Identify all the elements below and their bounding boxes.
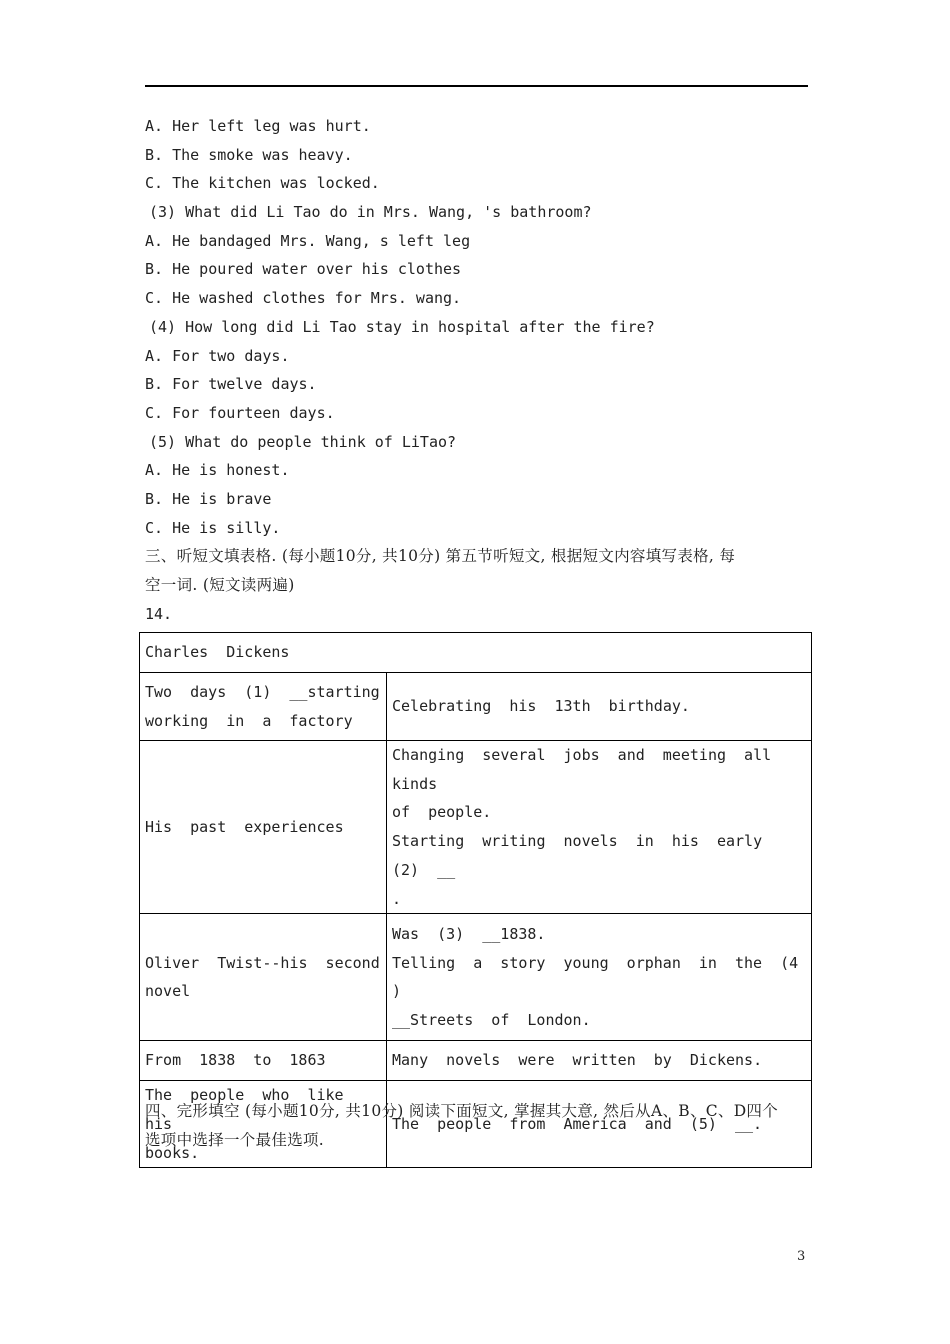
dickens-table xyxy=(139,632,812,1168)
table-row xyxy=(140,914,812,1041)
table-row xyxy=(140,741,812,914)
table-row xyxy=(140,673,812,741)
option-line: B. He is brave xyxy=(145,489,272,508)
option-line: A. Her left leg was hurt. xyxy=(145,117,371,135)
table-cell-right: Was (3) __1838. Telling a story young orphan in the (4 ) __Streets of London. xyxy=(387,914,812,1041)
section3-heading: 三、听短文填表格. (每小题10分, 共10分) 第五节听短文, 根据短文内容填写表格, 每 xyxy=(145,547,736,566)
option-line: B. The smoke was heavy. xyxy=(145,145,353,164)
section4-heading-cont: 选项中选择一个最佳选项. xyxy=(145,1130,325,1149)
table-cell-right: Changing several jobs and meeting all kinds of people. Starting writing novels in his early (2) __ . xyxy=(387,741,812,914)
question-number: 14. xyxy=(145,604,173,623)
option-line: C. He washed clothes for Mrs. wang. xyxy=(145,289,462,308)
table-cell-left: From 1838 to 1863 xyxy=(140,1041,387,1081)
table-title: Charles Dickens xyxy=(140,633,812,673)
section4 xyxy=(145,1097,810,1154)
option-line: A. For two days. xyxy=(145,346,290,365)
table-cell-left: Oliver Twist--his second novel xyxy=(140,914,387,1041)
table-row xyxy=(140,1041,812,1081)
table-cell-right: Many novels were written by Dickens. xyxy=(387,1041,812,1081)
option-line: A. He is honest. xyxy=(145,461,290,480)
section4-heading: 四、完形填空 (每小题10分, 共10分) 阅读下面短文, 掌握其大意, 然后从A、B、C、D四个 xyxy=(145,1102,779,1120)
page-number: 3 xyxy=(797,1249,806,1264)
table-cell-left: The people who like his books. xyxy=(140,1081,387,1168)
question-line: (5) What do people think of LiTao? xyxy=(149,432,457,451)
option-line: C. The kitchen was locked. xyxy=(145,174,380,193)
option-line: A. He bandaged Mrs. Wang, s left leg xyxy=(145,231,471,250)
table-cell-left: His past experiences xyxy=(140,741,387,914)
option-line: C. He is silly. xyxy=(145,518,281,537)
section3-heading-cont: 空一词. (短文读两遍) xyxy=(145,576,295,594)
question-line: (3) What did Li Tao do in Mrs. Wang, 's bathroom? xyxy=(149,203,592,222)
question-list xyxy=(145,112,810,628)
table-cell-left: Two days (1) __starting working in a factory xyxy=(140,673,387,741)
table-cell-right: Celebrating his 13th birthday. xyxy=(387,673,812,741)
option-line: B. For twelve days. xyxy=(145,375,317,394)
header-rule xyxy=(145,85,808,87)
option-line: C. For fourteen days. xyxy=(145,403,335,422)
question-line: (4) How long did Li Tao stay in hospital after the fire? xyxy=(149,317,655,336)
table-cell-right: The people from America and (5) __. xyxy=(387,1081,812,1168)
option-line: B. He poured water over his clothes xyxy=(145,260,462,279)
